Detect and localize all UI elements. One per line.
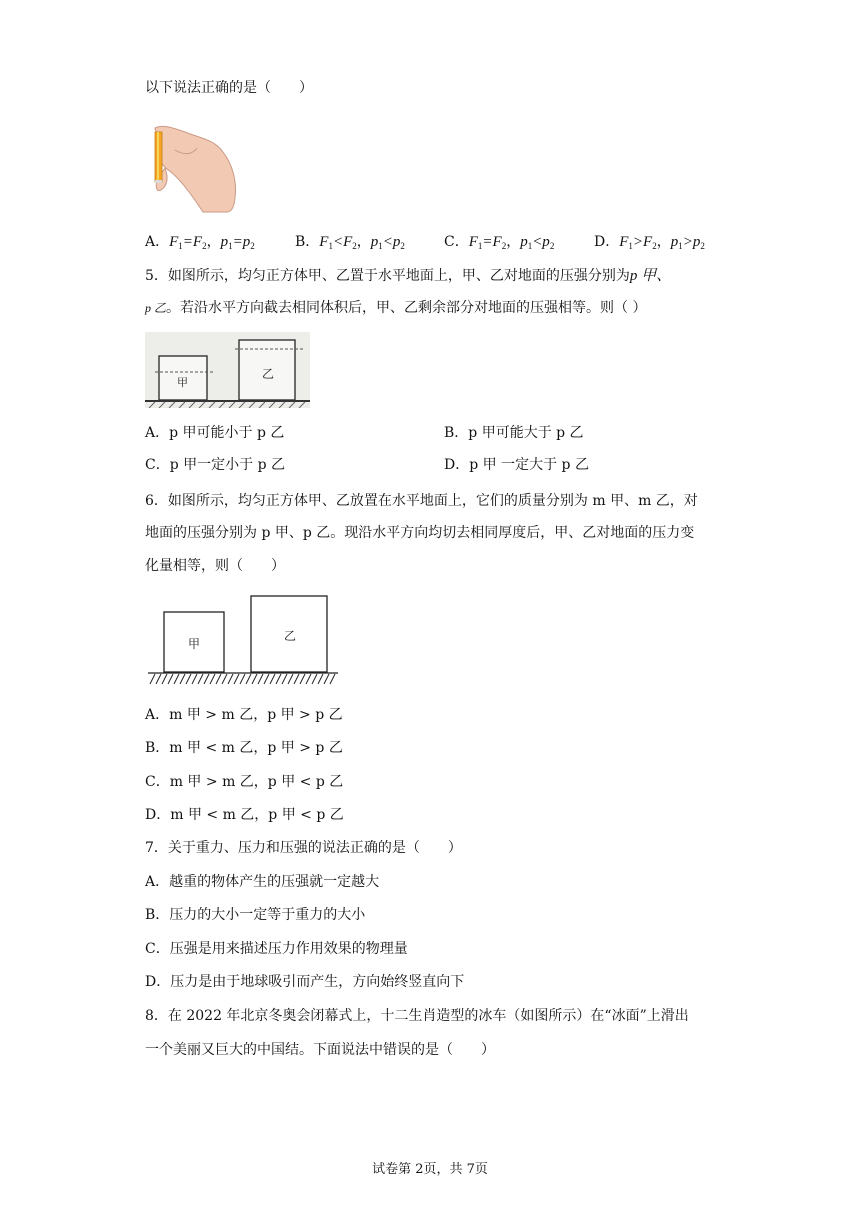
q5-figure-label-yi: 乙 [262,367,275,381]
q8-stem-line2: 一个美丽又巨大的中国结。下面说法中错误的是（ ） [145,1042,495,1058]
q6-option-c: C．m 甲 > m 乙，p 甲 < p 乙 [145,774,344,790]
q6-stem-line3: 化量相等，则（ ） [145,558,285,574]
q4-option-a: A．$F_1=F_2$，$p_1=p_2$ [145,234,255,251]
q5-option-d: D．p 甲 一定大于 p 乙 [444,457,589,473]
q6-figure-label-yi: 乙 [284,629,297,643]
q5-option-c: C．p 甲一定小于 p 乙 [145,457,285,473]
q6-figure-label-jia: 甲 [188,637,201,651]
q6-stem-line1: 6．如图所示，均匀正方体甲、乙放置在水平地面上，它们的质量分别为 m 甲、m 乙，对 [145,493,698,509]
q5-p-jia: p 甲、 [629,268,672,284]
q5-p-yi: p 乙 [145,301,167,315]
q5-option-b: B．p 甲可能大于 p 乙 [444,425,584,441]
q8-stem-line1: 8．在 2022 年北京冬奥会闭幕式上，十二生肖造型的冰车（如图所示）在“冰面”上滑出 [145,1008,689,1024]
q5-figure-label-jia: 甲 [177,376,188,389]
q4-stem: 以下说法正确的是（ ） [145,80,313,96]
q5-option-a: A．p 甲可能小于 p 乙 [145,425,285,441]
q6-option-a: A．m 甲 > m 乙，p 甲 > p 乙 [145,707,343,723]
q6-option-d: D．m 甲 < m 乙，p 甲 < p 乙 [145,807,344,823]
q7-option-d: D．压力是由于地球吸引而产生，方向始终竖直向下 [145,974,465,990]
page-footer: 试卷第 2页，共 7页 [372,1162,488,1177]
q6-cubes-figure [148,592,340,686]
q7-stem: 7．关于重力、压力和压强的说法正确的是（ ） [145,840,462,856]
q4-option-b: B．$F_1<F_2$，$p_1<p_2$ [295,234,405,251]
q5-stem-line1: 5．如图所示，均匀正方体甲、乙置于水平地面上，甲、乙对地面的压强分别为p 甲、 [145,268,672,284]
q5-stem-line2: p 乙。若沿水平方向截去相同体积后，甲、乙剩余部分对地面的压强相等。则（ ） [145,300,647,316]
q7-option-a: A．越重的物体产生的压强就一定越大 [145,874,380,890]
q4-option-d: D．$F_1>F_2$，$p_1>p_2$ [594,234,705,251]
q4-option-c: C．$F_1=F_2$，$p_1<p_2$ [444,234,555,251]
q6-option-b: B．m 甲 < m 乙，p 甲 > p 乙 [145,740,343,756]
q6-stem-line2: 地面的压强分别为 p 甲、p 乙。现沿水平方向均切去相同厚度后，甲、乙对地面的压力变 [145,525,695,541]
q7-option-c: C．压强是用来描述压力作用效果的物理量 [145,941,408,957]
q5-cubes-figure [145,332,310,408]
hand-pencil-figure [145,120,240,215]
q7-option-b: B．压力的大小一定等于重力的大小 [145,907,366,923]
